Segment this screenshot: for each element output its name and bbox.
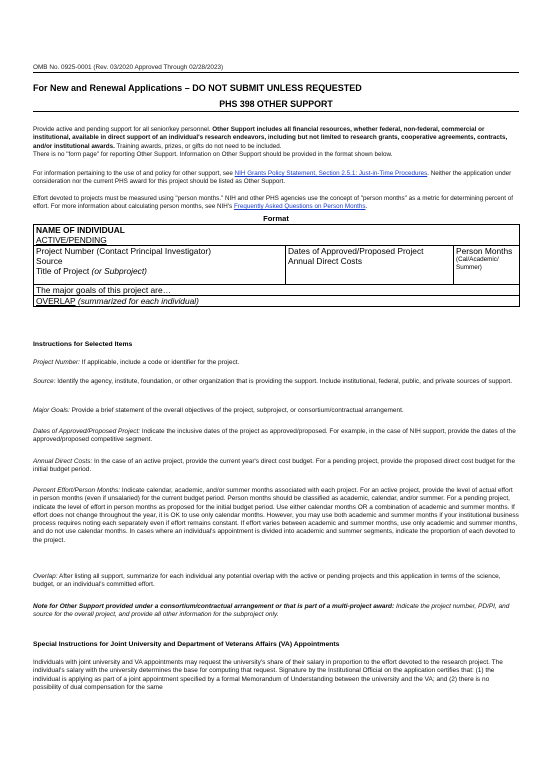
instruction-dates: Dates of Approved/Proposed Project: Indicate the inclusive dates of the project as approved/proposed. For example, in the case of NIH support, provide the dates of the approved/proposed competitive segment. (33, 428, 516, 444)
instruction-project-number: Project Number: If applicable, include a code or identifier for the project. (33, 359, 240, 366)
overlap-cell: OVERLAP (summarized for each individual) (34, 296, 520, 307)
format-heading: Format (263, 214, 289, 223)
intro-paragraph-3: For information pertaining to the use of and policy for other support, see NIH Grants Policy Statement, Section 2.5.1: Just-in-Time Procedures. Neither the application under consideration nor the current PHS award for this project should be listed as Other Support. (33, 170, 512, 186)
document-page (33, 0, 519, 777)
instruction-major-goals: Major Goals: Provide a brief statement of the overall objectives of the project, subproject, or consortium/contractual arrangement. (33, 407, 404, 414)
format-table (33, 224, 520, 307)
instruction-source: Source: Identify the agency, institute, foundation, or other organization that is providing the support. Include institutional, federal, public, and private sources of support. (33, 378, 513, 385)
page-headline: For New and Renewal Applications – DO NOT SUBMIT UNLESS REQUESTED (33, 83, 362, 93)
name-cell (34, 225, 520, 246)
person-months-column: Person Months (Cal/Academic/ Summer) (454, 246, 520, 285)
project-column: Project Number (Contact Principal Investigator) Source Title of Project (or Subproject) (34, 246, 286, 285)
instruction-annual-direct-costs: Annual Direct Costs: In the case of an active project, provide the current year's direct cost budget. For a pending project, provide the proposed direct cost budget for the initial budget period. (33, 458, 516, 474)
intro-paragraph-2: There is no "form page" for reporting Other Support. Information on Other Support should be provided in the format shown below. (33, 151, 393, 158)
va-heading: Special Instructions for Joint University and Department of Veterans Affairs (VA) Appointments (33, 641, 340, 648)
instruction-effort: Percent Effort/Person Months: Indicate calendar, academic, and/or summer months associated with each project. For an active project, provide the level of actual effort in person months (even if unsalaried) for the current budget period. Person months should be classified as academic, calendar, and/or summer. For a pending project, indicate the level of effort in person months as proposed for the initial budget period. Use either calendar months OR a combination of academic and summer months. If effort does not change throughout the year, it is OK to use only calendar months. However, you may use both academic and summer months if your institutional business process requires noting each separately even if effort remains constant. If effort varies between academic and summer months, use only academic and summer months, and do not use calendar months. In cases where an individual's appointment is divided into academic and summer segments, indicate the proportion of each devoted to the project. (33, 487, 519, 544)
faq-link[interactable]: Frequently Asked Questions on Person Months (233, 203, 366, 211)
active-pending-label: ACTIVE/PENDING (36, 235, 107, 245)
policy-link[interactable]: NIH Grants Policy Statement, Section 2.5.1: Just-in-Time Procedures (234, 170, 428, 177)
intro-paragraph-4: Effort devoted to projects must be measured using "person months." NIH and other PHS agencies use the concept of "person months" as a metric for determining percent of effort. For more information about calculating person months, see NIH's Frequently Asked Questions on Person Months. (33, 195, 513, 211)
name-label: NAME OF INDIVIDUAL (36, 225, 125, 235)
omb-number: OMB No. 0925-0001 (Rev. 03/2020 Approved Through 02/28/2023) (33, 64, 519, 73)
instruction-note: Note for Other Support provided under a consortium/contractual arrangement or that is part of a multi-project award: Indicate the project number, PD/PI, and source for the overall project, and provide all other information for the subproject only. (33, 603, 510, 619)
overlap-label: OVERLAP (36, 296, 76, 306)
goals-cell: The major goals of this project are… (34, 285, 520, 296)
va-paragraph: Individuals with joint university and VA appointments may request the university's share of their salary in proportion to the effort devoted to the research project. The individual's salary with the university determines the base for computing that request. Signature by the Institutional Official on the application certifies that: (1) the individual is applying as part of a joint appointment specified by a formal Memorandum of Understanding between the university and the VA; and (2) there is no possibility of dual compensation for the same (33, 659, 503, 691)
intro-paragraph-1: Provide active and pending support for all senior/key personnel. Other Support includes all financial resources, whether federal, non-federal, commercial or institutional, available in direct support of an individual's research endeavors, including but not limited to research grants, cooperative agreements, contracts, and/or institutional awards. Training awards, prizes, or gifts do not need to be included. (33, 126, 508, 150)
instructions-heading: Instructions for Selected Items (33, 341, 133, 348)
instruction-overlap: Overlap: After listing all support, summarize for each individual any potential overlap with the active or pending projects and this application in terms of the science, budget, or an individual's committed effort. (33, 573, 501, 589)
form-title: PHS 398 OTHER SUPPORT (33, 99, 519, 112)
dates-column: Dates of Approved/Proposed Project Annual Direct Costs (286, 246, 454, 285)
